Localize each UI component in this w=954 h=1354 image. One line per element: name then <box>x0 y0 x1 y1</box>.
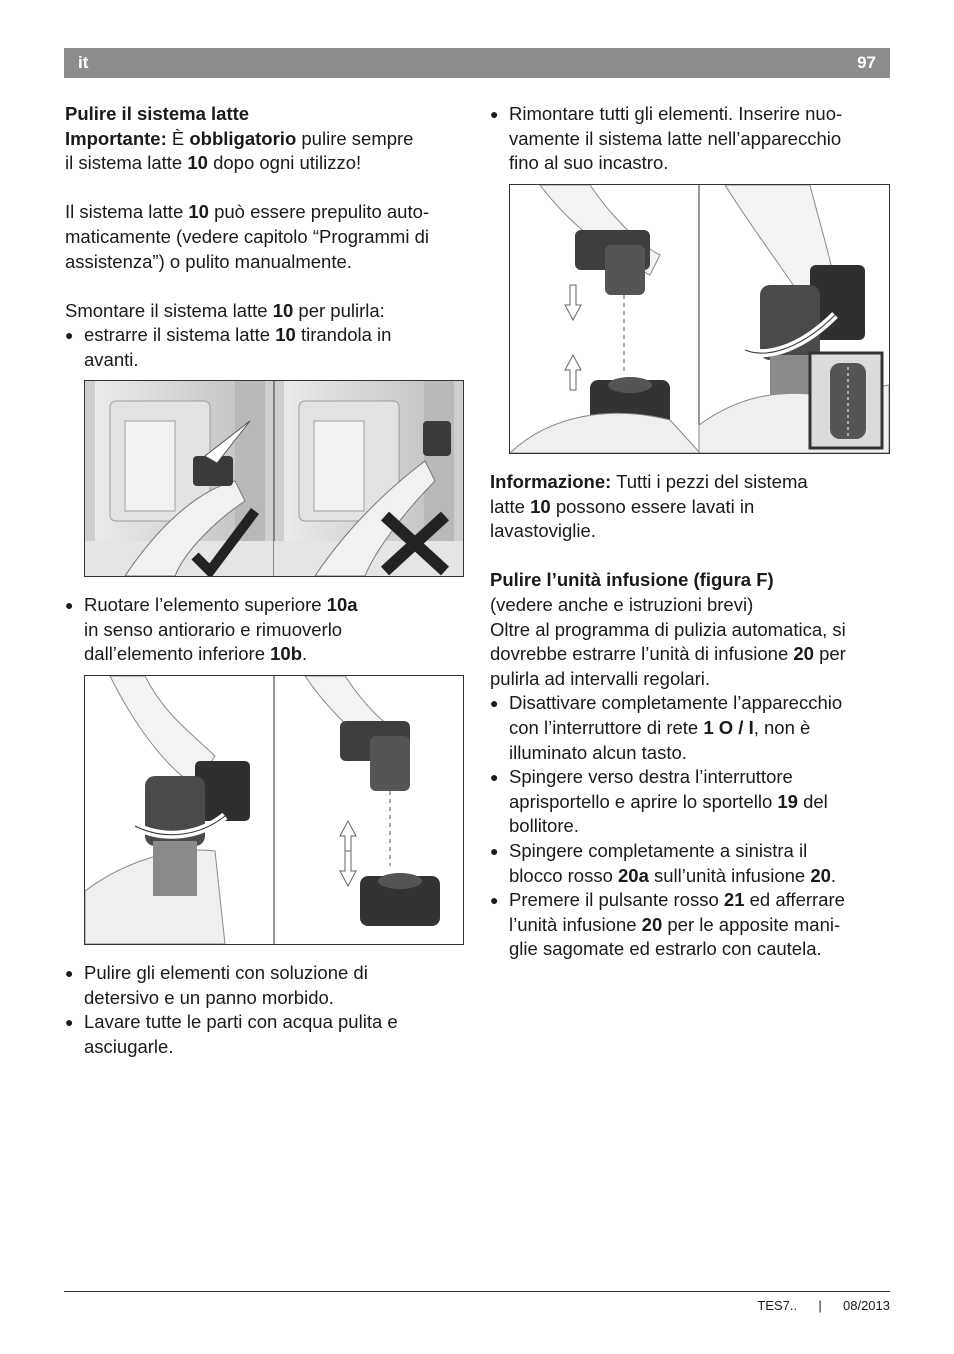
section-heading-milk-system: Pulire il sistema latte <box>65 103 250 124</box>
bullet-list-brewing <box>490 691 890 962</box>
list-item: ● Ruotare l’elemento superiore 10a in senso antiorario e rimuoverlo dall’elemento inferiore 10b. <box>65 593 465 667</box>
list-item: ● Spingere completamente a sinistra il blocco rosso 20a sull’unità infusione 20. <box>490 839 890 888</box>
list-item: ● Lavare tutte le parti con acqua pulita e asciugarle. <box>65 1010 465 1059</box>
footer-date: 08/2013 <box>843 1298 890 1313</box>
list-item: ● Pulire gli elementi con soluzione di detersivo e un panno morbido. <box>65 961 465 1010</box>
information-note: Informazione: Tutti i pezzi del sistema <box>490 471 808 492</box>
page-header <box>64 48 890 78</box>
figure-pull-milk-system <box>84 380 464 577</box>
language-code: it <box>78 53 89 72</box>
figure-reassemble <box>509 184 890 454</box>
list-item: ● Rimontare tutti gli elementi. Inserire nuo- vamente il sistema latte nell’apparecchio fino al suo incastro. <box>490 102 890 176</box>
section-heading-brewing-unit: Pulire l’unità infusione (figura F) <box>490 569 774 591</box>
list-item: ● Premere il pulsante rosso 21 ed afferrare l’unità infusione 20 per le apposite mani- glie sagomate ed estrarlo con cautela. <box>490 888 890 962</box>
left-column-mid <box>65 593 465 667</box>
figure-illustration <box>85 381 463 576</box>
figure-rotate-element <box>84 675 464 945</box>
paragraph-preclean: Il sistema latte 10 può essere prepulito auto- <box>65 201 430 223</box>
page-footer <box>757 1298 890 1313</box>
important-note: Importante: È obbligatorio pulire sempre <box>65 127 414 149</box>
footer-model: TES7.. <box>757 1298 798 1313</box>
left-column-bottom <box>65 961 465 1059</box>
list-item: ● estrarre il sistema latte 10 tirandola in avanti. <box>65 323 465 372</box>
bullet-list-1 <box>65 323 465 372</box>
page-number: 97 <box>857 53 876 72</box>
right-column-bottom: Informazione: Tutti i pezzi del sistema latte 10 possono essere lavati in lavastoviglie. Pulire l’unità infusione (figura F) (vedere anche e istruzioni brevi) Oltre al programma di pulizia automatica, si dovrebbe estrarre l’unità di infusione 20 per pulirla ad intervalli regolari. ● Disattivare completamente l’apparecchio con l’interruttore di rete 1 O / I, non è illuminato alcun tasto. ● Spingere verso destra l’interruttore aprisportello e aprire lo sportello 19 del bollitore. ● Spingere completamente a sinistra il blocco rosso 20a sull’unità infusione 20. ● Premere il pulsante rosso 21 ed afferrare l’unità infusione 20 per le apposite mani- glie sagomate ed estrarlo con cautela. <box>490 470 890 962</box>
right-column-top <box>490 102 890 176</box>
paragraph-disassemble: Smontare il sistema latte 10 per pulirla: <box>65 299 385 321</box>
footer-separator: | <box>818 1298 822 1313</box>
figure-illustration <box>510 185 889 453</box>
left-column: Pulire il sistema latte Importante: È obbligatorio pulire sempre il sistema latte 10 dopo ogni utilizzo! Il sistema latte 10 può essere prepulito auto- maticamente (vedere capitolo “Programmi di assistenza”) o pulito manualmente. Smontare il sistema latte 10 per pulirla: ● estrarre il sistema latte 10 tirandola in avanti. <box>65 102 465 373</box>
figure-illustration <box>85 676 463 944</box>
list-item: ● Disattivare completamente l’apparecchio con l’interruttore di rete 1 O / I, non è illuminato alcun tasto. <box>490 691 890 765</box>
footer-divider <box>64 1291 890 1292</box>
list-item: ● Spingere verso destra l’interruttore aprisportello e aprire lo sportello 19 del bollitore. <box>490 765 890 839</box>
